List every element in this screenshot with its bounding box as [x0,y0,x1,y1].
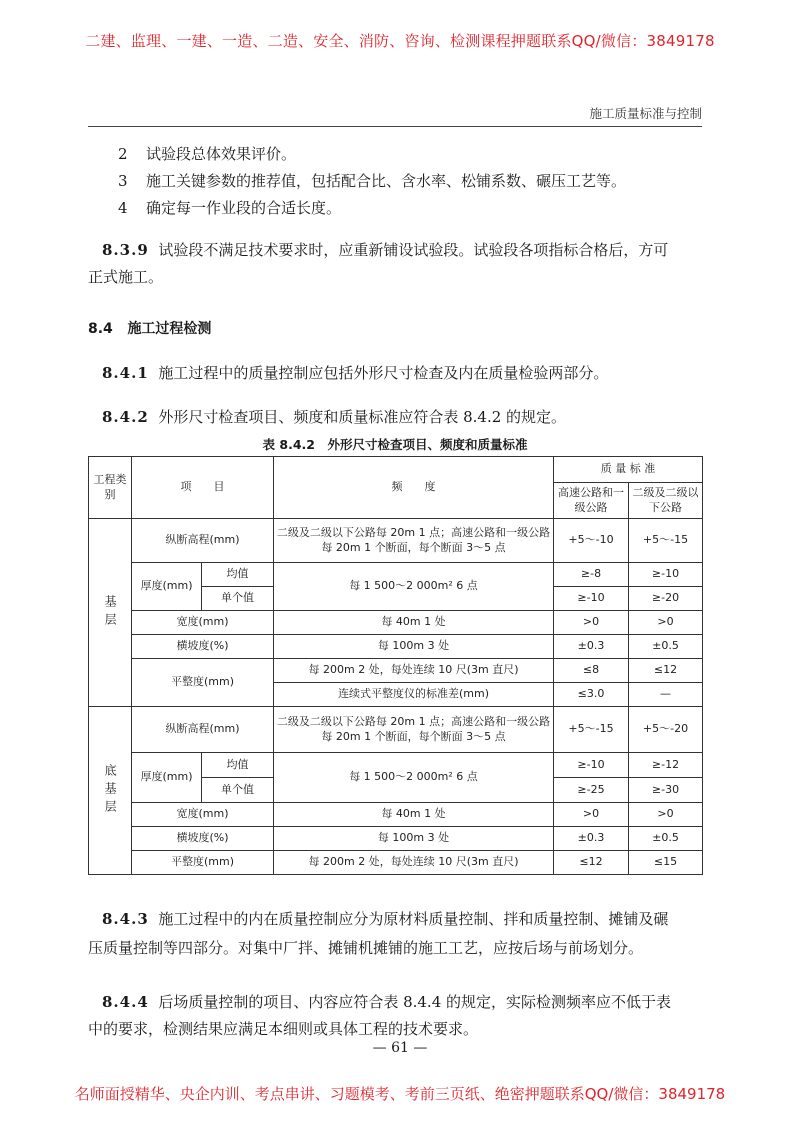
clause-number: 8.4.2 [102,408,149,426]
clause-8-4-3 [102,908,668,929]
row-label: 宽度(mm) [132,803,274,827]
table-row [89,519,703,563]
frequency-cell: 二级及二级以下公路每 20m 1 点；高速公路和一级公路每 20m 1 个断面，每个断面 3～5 点 [274,519,554,563]
table-row [89,563,703,587]
clause-8-4-4 [102,991,671,1012]
clause-8-4-2 [102,406,566,427]
group-label: 基层 [103,594,118,631]
clause-number: 8.3.9 [102,241,149,259]
section-title: 施工过程检测 [127,321,212,337]
table-row [89,803,703,827]
standard-cell: ≥-10 [629,563,703,587]
quality-standard-table [88,456,703,875]
table-row [89,851,703,875]
clause-8-4-1 [102,362,608,383]
group-label: 底基层 [103,763,118,818]
list-item-number: 2 [118,145,128,163]
group-subbase-layer [89,707,132,875]
clause-text: 试验段不满足技术要求时，应重新铺设试验段。试验段各项指标合格后，方可 [158,241,669,259]
list-item-text: 试验段总体效果评价。 [146,145,297,163]
group-base-layer [89,519,132,707]
clause-8-4-4-continued: 中的要求，检测结果应满足本细则或具体工程的技术要求。 [88,1020,479,1038]
header-item: 项 目 [132,457,274,519]
standard-cell: >0 [629,803,703,827]
standard-cell: >0 [554,611,629,635]
sub-label: 均值 [202,563,274,587]
frequency-cell: 每 40m 1 处 [274,803,554,827]
frequency-cell: 连续式平整度仪的标准差(mm) [274,683,554,707]
frequency-cell: 每 200m 2 处，每处连续 10 尺(3m 直尺) [274,851,554,875]
standard-cell: ≤15 [629,851,703,875]
header-category: 工程类别 [89,457,132,519]
row-label: 横坡度(%) [132,635,274,659]
list-item-number: 4 [118,199,128,217]
standard-cell: ≤12 [554,851,629,875]
table-row [89,753,703,778]
table-row [89,827,703,851]
page-number: — 61 — [372,1040,428,1056]
standard-cell: ≥-20 [629,587,703,611]
frequency-cell: 二级及二级以下公路每 20m 1 点；高速公路和一级公路每 20m 1 个断面，每个断面 3～5 点 [274,707,554,753]
standard-cell: ±0.5 [629,635,703,659]
standard-cell: ±0.3 [554,635,629,659]
standard-cell: — [629,683,703,707]
frequency-cell: 每 200m 2 处，每处连续 10 尺(3m 直尺) [274,659,554,683]
row-label: 宽度(mm) [132,611,274,635]
clause-text: 施工过程中的内在质量控制应分为原材料质量控制、拌和质量控制、摊铺及碾 [158,910,669,928]
clause-8-3-9-continued: 正式施工。 [88,268,164,286]
row-label: 纵断高程(mm) [132,707,274,753]
table-row [89,611,703,635]
standard-cell: ±0.3 [554,827,629,851]
clause-8-4-3-continued: 压质量控制等四部分。对集中厂拌、摊铺机摊铺的施工工艺，应按后场与前场划分。 [88,939,644,957]
clause-number: 8.4.4 [102,993,149,1011]
header-frequency: 频 度 [274,457,554,519]
list-item [118,170,626,191]
clause-number: 8.4.1 [102,364,149,382]
running-header: 施工质量标准与控制 [589,106,702,121]
clause-8-3-9 [102,239,668,260]
row-label: 平整度(mm) [132,659,274,707]
section-number: 8.4 [88,321,113,337]
standard-cell: ≥-30 [629,778,703,803]
standard-cell: ≥-25 [554,778,629,803]
frequency-cell: 每 1 500～2 000m² 6 点 [274,753,554,803]
clause-text: 外形尺寸检查项目、频度和质量标准应符合表 8.4.2 的规定。 [158,408,567,426]
clause-number: 8.4.3 [102,910,149,928]
section-heading [88,318,211,338]
bottom-contact-banner: 名师面授精华、央企内训、考点串讲、习题模考、考前三页纸、绝密押题联系QQ/微信：3849178 [74,1085,726,1103]
sub-label: 单个值 [202,778,274,803]
header-quality-standard: 质 量 标 准 [554,457,703,483]
table-row [89,659,703,683]
frequency-cell: 每 100m 3 处 [274,827,554,851]
header-divider [88,126,702,127]
list-item [118,197,341,218]
standard-cell: ≤12 [629,659,703,683]
top-contact-banner: 二建、监理、一建、一造、二造、安全、消防、咨询、检测课程押题联系QQ/微信：3849178 [85,32,715,50]
standard-cell: >0 [554,803,629,827]
standard-cell: +5～-10 [554,519,629,563]
standard-cell: +5～-15 [554,707,629,753]
list-item-text: 施工关键参数的推荐值，包括配合比、含水率、松铺系数、碾压工艺等。 [146,172,627,190]
standard-cell: +5～-15 [629,519,703,563]
row-label: 平整度(mm) [132,851,274,875]
standard-cell: ±0.5 [629,827,703,851]
standard-cell: ≤3.0 [554,683,629,707]
sub-label: 均值 [202,753,274,778]
row-label: 横坡度(%) [132,827,274,851]
sub-label: 单个值 [202,587,274,611]
standard-cell: ≥-10 [554,753,629,778]
list-item-number: 3 [118,172,128,190]
list-item [118,143,296,164]
frequency-cell: 每 100m 3 处 [274,635,554,659]
table-row [89,707,703,753]
header-highway: 高速公路和一级公路 [554,483,629,519]
frequency-cell: 每 40m 1 处 [274,611,554,635]
header-secondary-road: 二级及二级以下公路 [629,483,703,519]
frequency-cell: 每 1 500～2 000m² 6 点 [274,563,554,611]
row-label: 厚度(mm) [132,563,202,611]
standard-cell: ≥-10 [554,587,629,611]
standard-cell: ≥-8 [554,563,629,587]
row-label: 纵断高程(mm) [132,519,274,563]
standard-cell: >0 [629,611,703,635]
clause-text: 后场质量控制的项目、内容应符合表 8.4.4 的规定，实际检测频率应不低于表 [158,993,672,1011]
row-label: 厚度(mm) [132,753,202,803]
standard-cell: ≥-12 [629,753,703,778]
standard-cell: +5～-20 [629,707,703,753]
table-title: 表 8.4.2 外形尺寸检查项目、频度和质量标准 [262,437,528,452]
table-row [89,635,703,659]
list-item-text: 确定每一作业段的合适长度。 [146,199,342,217]
clause-text: 施工过程中的质量控制应包括外形尺寸检查及内在质量检验两部分。 [158,364,609,382]
standard-cell: ≤8 [554,659,629,683]
